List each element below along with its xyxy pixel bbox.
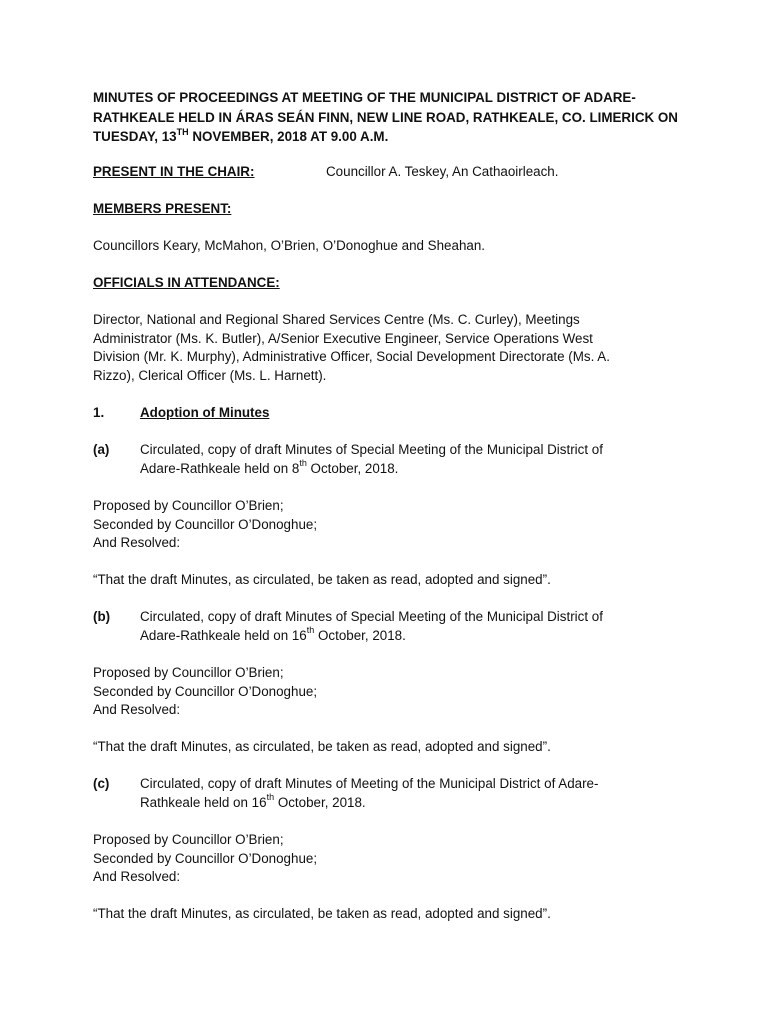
item-b-motion: [93, 664, 681, 720]
resolved: And Resolved:: [93, 535, 181, 550]
section-number: 1.: [93, 405, 105, 420]
item-b: [93, 608, 681, 645]
officials-heading-text: OFFICIALS IN ATTENDANCE:: [93, 275, 280, 290]
item-text: [140, 608, 681, 645]
item-line-2: [140, 627, 681, 646]
document-title: [93, 88, 681, 147]
officials-line-3: Division (Mr. K. Murphy), Administrative Officer, Social Development Directorate (Ms. A.: [93, 349, 610, 364]
proposed-by: Proposed by Councillor O’Brien;: [93, 498, 284, 513]
item-line-2: [140, 794, 681, 813]
section-title: Adoption of Minutes: [140, 405, 270, 420]
proposed-by: Proposed by Councillor O’Brien;: [93, 665, 284, 680]
item-date-suffix: th: [306, 625, 315, 636]
resolved: And Resolved:: [93, 702, 181, 717]
resolved: And Resolved:: [93, 869, 181, 884]
item-line-1: Circulated, copy of draft Minutes of Meeting of the Municipal District of Adare-: [140, 776, 599, 791]
title-date-rest: NOVEMBER, 2018 AT 9.00 A.M.: [188, 129, 389, 144]
item-a: [93, 441, 681, 478]
officials-line-2: Administrator (Ms. K. Butler), A/Senior Executive Engineer, Service Operations West: [93, 330, 593, 346]
proposed-by: Proposed by Councillor O’Brien;: [93, 832, 284, 847]
item-c-motion: [93, 831, 681, 887]
item-line-2-pre: Rathkeale held on 16: [140, 794, 267, 810]
item-c: [93, 775, 681, 812]
item-line-2-post: October, 2018.: [306, 460, 399, 476]
item-label: (b): [93, 609, 111, 624]
item-date-suffix: th: [266, 792, 275, 803]
item-a-resolution: “That the draft Minutes, as circulated, be taken as read, adopted and signed”.: [93, 572, 551, 587]
item-date-suffix: th: [299, 458, 307, 469]
chair-row: [93, 163, 681, 182]
item-text: [140, 441, 681, 478]
item-b-resolution: “That the draft Minutes, as circulated, be taken as read, adopted and signed”.: [93, 739, 551, 754]
seconded-by: Seconded by Councillor O’Donoghue;: [93, 683, 318, 699]
members-heading-text: MEMBERS PRESENT:: [93, 201, 232, 216]
officials-text: [93, 311, 681, 385]
title-line-1: MINUTES OF PROCEEDINGS AT MEETING OF THE MUNICIPAL DISTRICT OF ADARE-: [93, 90, 636, 105]
members-heading: [93, 200, 681, 219]
item-line-2: [140, 460, 681, 479]
item-c-resolution: “That the draft Minutes, as circulated, be taken as read, adopted and signed”.: [93, 906, 551, 921]
item-line-2-post: October, 2018.: [314, 627, 406, 643]
officials-line-1: Director, National and Regional Shared Services Centre (Ms. C. Curley), Meetings: [93, 312, 580, 327]
section-1-heading: [93, 404, 681, 423]
title-line-3: [93, 127, 681, 147]
seconded-by: Seconded by Councillor O’Donoghue;: [93, 850, 318, 866]
item-line-2-pre: Adare-Rathkeale held on 8: [140, 460, 300, 476]
item-line-2-post: October, 2018.: [274, 794, 366, 810]
members-text: Councillors Keary, McMahon, O’Brien, O’Donoghue and Sheahan.: [93, 238, 486, 253]
item-line-1: Circulated, copy of draft Minutes of Special Meeting of the Municipal District of: [140, 609, 603, 624]
item-line-2-pre: Adare-Rathkeale held on 16: [140, 627, 307, 643]
officials-line-4: Rizzo), Clerical Officer (Ms. L. Harnett).: [93, 367, 327, 383]
item-label: (a): [93, 442, 110, 457]
item-label: (c): [93, 776, 110, 791]
chair-value: Councillor A. Teskey, An Cathaoirleach.: [326, 164, 559, 179]
seconded-by: Seconded by Councillor O’Donoghue;: [93, 516, 318, 532]
title-date-suffix: TH: [176, 126, 189, 137]
item-line-1: Circulated, copy of draft Minutes of Special Meeting of the Municipal District of: [140, 442, 603, 457]
chair-label: PRESENT IN THE CHAIR:: [93, 164, 255, 179]
item-a-motion: [93, 497, 681, 553]
item-text: [140, 775, 681, 812]
title-line-2: RATHKEALE HELD IN ÁRAS SEÁN FINN, NEW LINE ROAD, RATHKEALE, CO. LIMERICK ON: [93, 109, 678, 125]
title-date-day: TUESDAY, 13: [93, 129, 177, 144]
officials-heading: [93, 274, 681, 293]
